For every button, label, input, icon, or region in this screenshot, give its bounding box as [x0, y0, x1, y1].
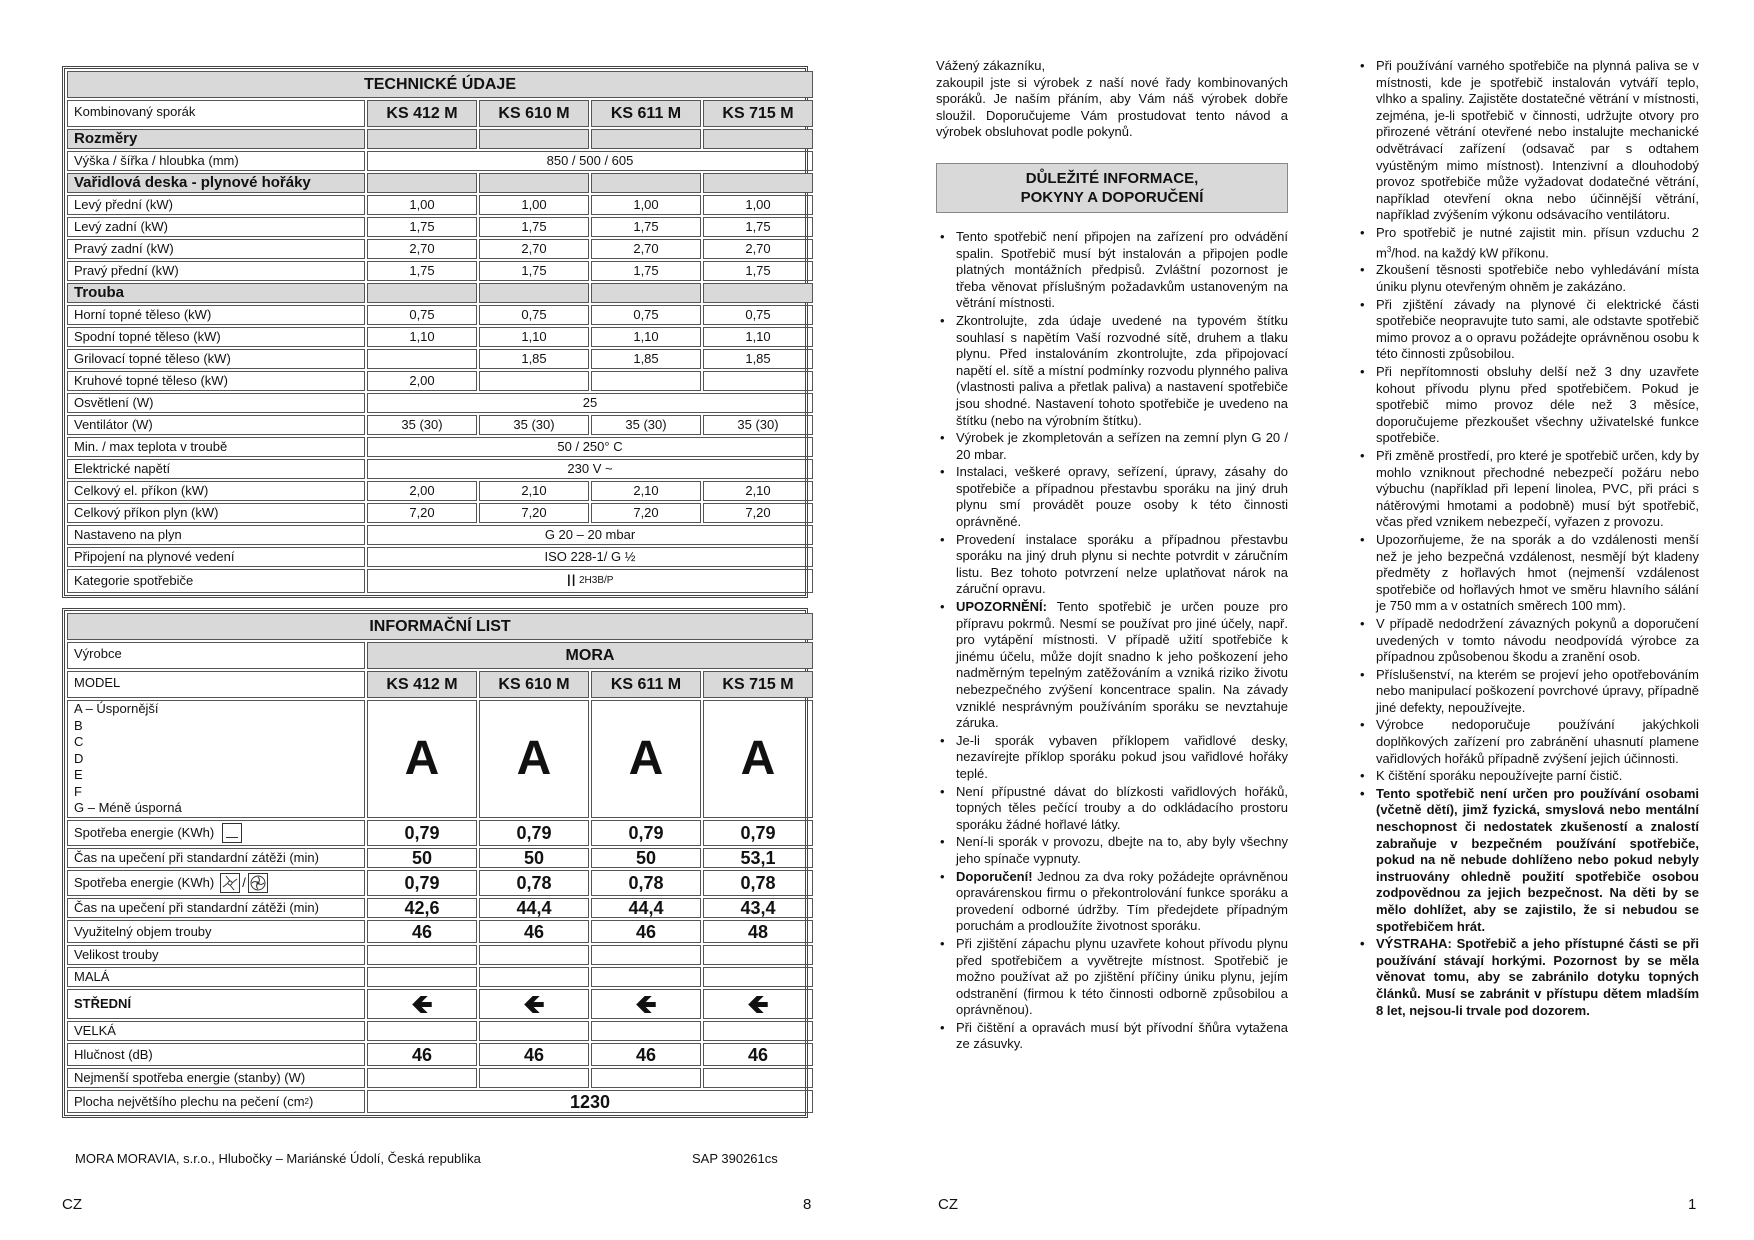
energy1-label — [67, 820, 365, 846]
tray-label — [67, 1090, 365, 1113]
air-supply-sup: 3 — [1386, 244, 1392, 254]
elpower-value: 2,10 — [591, 481, 701, 501]
temp-label: Min. / max teplota v troubě — [67, 437, 365, 457]
gasset-value: G 20 – 20 mbar — [367, 525, 813, 545]
fan-value: 35 (30) — [367, 415, 477, 435]
class-item: B — [74, 717, 83, 733]
model-header: KS 611 M — [591, 671, 701, 698]
energy2-label — [67, 870, 365, 896]
medium-label: STŘEDNÍ — [67, 989, 365, 1019]
small-blank — [479, 967, 589, 987]
energy2-separator: / — [242, 875, 246, 890]
category-label: Kategorie spotřebiče — [67, 569, 365, 593]
oven-value: 1,10 — [479, 327, 589, 347]
list-item: • Instalaci, veškeré opravy, seřízení, úpravy, zásahy do spotřebiče a případnou přestavbu sporáku na jiný druh plynu smí provádět pouze osoby k této činnosti oprávněné. — [936, 464, 1288, 530]
section-blank — [367, 129, 477, 149]
list-item: • Při změně prostředí, pro které je spotřebič určen, kdy by mohlo vzniknout přechodné nebezpečí požáru nebo výbuchu (například při lepení linolea, PVC, při práci s nátěrovými hmotami a podobně) musí být spotřebič, včas před vznikem nebezpečí, vyřazen z provozu. — [1356, 448, 1699, 531]
elpower-value: 2,00 — [367, 481, 477, 501]
standby-blank — [703, 1068, 813, 1088]
model-header: KS 715 M — [703, 671, 813, 698]
energy1-text: Spotřeba energie (KWh) — [74, 825, 215, 840]
heading-line-2: POKYNY A DOPORUČENÍ — [1020, 188, 1204, 206]
time2-value: 44,4 — [479, 898, 589, 918]
light-label: Osvětlení (W) — [67, 393, 365, 413]
time1-value: 50 — [367, 848, 477, 868]
page-language-right: CZ — [938, 1196, 958, 1213]
energy-class-scale — [67, 700, 365, 818]
oven-value: 1,85 — [591, 349, 701, 369]
model-header: KS 412 M — [367, 671, 477, 698]
hob-value: 1,00 — [479, 195, 589, 215]
energy2-text: Spotřeba energie (KWh) — [74, 875, 215, 890]
medium-mark-arrow-icon: 🡸 — [479, 989, 589, 1019]
dims-label: Výška / šířka / hloubka (mm) — [67, 151, 365, 171]
small-blank — [367, 967, 477, 987]
energy1-value: 0,79 — [479, 820, 589, 846]
company-footer: MORA MORAVIA, s.r.o., Hlubočky – Mariánské Údolí, Česká republika — [75, 1151, 481, 1166]
gasconn-value: ISO 228-1/ G ½ — [367, 547, 813, 567]
warning-lead: UPOZORNĚNÍ: — [956, 599, 1047, 615]
energy2-value: 0,78 — [479, 870, 589, 896]
list-item: • Upozorňujeme, že na sporák a do vzdálenosti menší než je jeho bezpečná vzdálenost, nesmějí být kladeny předměty z hořlavých hmot (nejmenší vzdálenost spotřebiče od hořlavých hmot ve směru hlavního sálání je 750 mm a v ostatních směrech 100 mm). — [1356, 532, 1699, 615]
fan-value: 35 (30) — [703, 415, 813, 435]
hob-value: 1,75 — [591, 261, 701, 281]
list-item: • Při nepřítomnosti obsluhy delší než 3 dny uzavřete kohout přívodu plynu před spotřebičem. Pokud je spotřebič mimo provoz déle než 3 měsíce, doporučujeme přezkoušet všechny uživatelské funkce spotřebiče. — [1356, 364, 1699, 447]
list-item: • Provedení instalace sporáku a případnou přestavbu sporáku na jiný druh plynu si nechte potvrdit v záručním listu. Bez tohoto potvrzení nelze uplatňovat nárok na záruční opravu. — [936, 532, 1288, 598]
list-item — [1356, 225, 1699, 262]
oven-value: 0,75 — [367, 305, 477, 325]
class-item: G – Méně úsporná — [74, 800, 182, 816]
voltage-label: Elektrické napětí — [67, 459, 365, 479]
list-item: • Není přípustné dávat do blízkosti vařidlových hořáků, topných těles pečící trouby a do odkládacího prostoru sporáku žádné hořlavé látky. — [936, 784, 1288, 834]
section-hob: Vařidlová deska - plynové hořáky — [67, 173, 365, 193]
category-sub: 2H3B/P — [578, 575, 614, 586]
section-blank — [591, 283, 701, 303]
list-item: • Tento spotřebič není určen pro používání osobami (včetně dětí), jimž fyzická, smyslová nebo mentální neschopnost či nedostatek zkušeností a znalostí zabraňuje v bezpečném používání spotřebiče, pokud na ně nebude dohlíženo nebo pokud nebyly instruovány ohledně použití spotřebiče osobou zodpovědnou za jejich bezpečnost. Na děti by se mělo dohlížet, aby se zajistilo, že si nebudou se spotřebičem hrát. — [1356, 786, 1699, 935]
section-blank — [591, 173, 701, 193]
tray-text: Plocha největšího plechu na pečení (cm — [74, 1093, 305, 1109]
time2-label: Čas na upečení při standardní zátěži (min) — [67, 898, 365, 918]
model-label: MODEL — [67, 671, 365, 698]
hob-value: 1,75 — [479, 261, 589, 281]
section-blank — [703, 129, 813, 149]
gaspower-label: Celkový příkon plyn (kW) — [67, 503, 365, 523]
volume-value: 46 — [367, 920, 477, 943]
time1-value: 50 — [591, 848, 701, 868]
energy2-value: 0,78 — [703, 870, 813, 896]
list-item: • Při zjištění závady na plynové či elektrické části spotřebiče neopravujte tuto sami, ale odstavte spotřebič mimo provoz a o opravu požádejte oprávněnou osobu k této činnosti způsobilou. — [1356, 297, 1699, 363]
intro-greeting: Vážený zákazníku, — [936, 58, 1046, 73]
warning-text: Tento spotřebič je určen pouze pro přípravu pokrmů. Nesmí se používat pro jiné účely, např. pro vytápění místnosti. V případě užití spotřebiče k jinému účelu, může dojít snadno k jeho poškození jeho nadměrným tepelným zatěžováním a vzniká riziko životu nebezpečného zvýšení koncentrace spalin. Na závady vzniklé nesprávným používáním sporáku se nevztahuje záruka. — [956, 599, 1288, 731]
list-item: • K čištění sporáku nepoužívejte parní čistič. — [1356, 768, 1699, 785]
oven-value: 1,10 — [703, 327, 813, 347]
medium-mark-arrow-icon: 🡸 — [703, 989, 813, 1019]
large-blank — [703, 1021, 813, 1041]
light-value: 25 — [367, 393, 813, 413]
hob-value: 1,75 — [367, 217, 477, 237]
list-item: • Tento spotřebič není připojen na zařízení pro odvádění spalin. Spotřebič musí být instalován a připojen podle platných montážních předpisů. Zvláštní pozornost je třeba věnovat příslušným požadavkům ustanoveným na větrání místnosti. — [936, 229, 1288, 312]
time2-value: 42,6 — [367, 898, 477, 918]
list-item: • Výrobek je zkompletován a seřízen na zemní plyn G 20 / 20 mbar. — [936, 430, 1288, 463]
bullet-list-right — [1356, 58, 1699, 1019]
hob-value: 1,00 — [591, 195, 701, 215]
class-item: C — [74, 734, 84, 750]
voltage-value: 230 V ~ — [367, 459, 813, 479]
elpower-label: Celkový el. příkon (kW) — [67, 481, 365, 501]
time2-value: 43,4 — [703, 898, 813, 918]
info-sheet-title: INFORMAČNÍ LIST — [67, 613, 813, 640]
class-item: D — [74, 750, 84, 766]
class-item: F — [74, 783, 82, 799]
gaspower-value: 7,20 — [703, 503, 813, 523]
energy1-value: 0,79 — [367, 820, 477, 846]
bullet-list-middle — [936, 229, 1288, 1053]
noise-value: 46 — [367, 1043, 477, 1066]
section-blank — [479, 129, 589, 149]
model-header: KS 715 M — [703, 100, 813, 127]
hob-value: 1,75 — [703, 261, 813, 281]
oven-value: 0,75 — [479, 305, 589, 325]
oven-value — [367, 349, 477, 369]
volume-value: 48 — [703, 920, 813, 943]
standby-blank — [479, 1068, 589, 1088]
size-label: Velikost trouby — [67, 945, 365, 965]
small-blank — [591, 967, 701, 987]
noise-value: 46 — [703, 1043, 813, 1066]
large-blank — [367, 1021, 477, 1041]
volume-value: 46 — [591, 920, 701, 943]
list-item: • V případě nedodržení závazných pokynů a doporučení uvedených v tomto návodu neodpovídá výrobce za případnou způsobenou škodu a zranění osob. — [1356, 616, 1699, 666]
oven-value — [703, 371, 813, 391]
air-supply-text: Pro spotřebič je nutné zajistit min. přísun vzduchu 2 m — [1376, 224, 1699, 260]
maker-value: MORA — [367, 642, 813, 669]
hob-row-label: Levý zadní (kW) — [67, 217, 365, 237]
standby-blank — [591, 1068, 701, 1088]
oven-value — [479, 371, 589, 391]
information-sheet-table — [62, 608, 808, 1118]
section-blank — [703, 173, 813, 193]
oven-value: 0,75 — [591, 305, 701, 325]
standby-label: Nejmenší spotřeba energie (stanby) (W) — [67, 1068, 365, 1088]
size-blank — [703, 945, 813, 965]
section-blank — [479, 283, 589, 303]
volume-value: 46 — [479, 920, 589, 943]
page-number-right: 1 — [1688, 1196, 1697, 1213]
hob-row-label: Pravý přední (kW) — [67, 261, 365, 281]
section-blank — [367, 173, 477, 193]
model-header: KS 610 M — [479, 671, 589, 698]
hob-value: 1,75 — [591, 217, 701, 237]
list-item — [936, 599, 1288, 732]
size-blank — [367, 945, 477, 965]
gasconn-label: Připojení na plynové vedení — [67, 547, 365, 567]
energy1-value: 0,79 — [703, 820, 813, 846]
large-blank — [591, 1021, 701, 1041]
medium-mark-arrow-icon: 🡸 — [367, 989, 477, 1019]
tray-value: 1230 — [367, 1090, 813, 1113]
section-blank — [703, 283, 813, 303]
recommendation-text: Jednou za dva roky požádejte oprávněnou opravárenskou firmu o překontrolování funkce sporáku a provedení odborné údržby. Tím předejdete případným poruchám a prodloužíte životnost sporáku. — [956, 868, 1288, 934]
tray-sup: 2 — [304, 1096, 309, 1106]
size-blank — [479, 945, 589, 965]
model-header: KS 610 M — [479, 100, 589, 127]
hob-row-label: Pravý zadní (kW) — [67, 239, 365, 259]
right-page-middle-column — [936, 58, 1288, 1054]
hot-air-icon — [248, 873, 268, 893]
list-item: • Výrobce nedoporučuje používání jakýchkoli doplňkových zařízení pro zabránění uhasnutí plamene vařidlových hořáků případně zvýšení jejich účinnosti. — [1356, 717, 1699, 767]
gaspower-value: 7,20 — [479, 503, 589, 523]
elpower-value: 2,10 — [479, 481, 589, 501]
hob-value: 1,75 — [479, 217, 589, 237]
maker-label: Výrobce — [67, 642, 365, 669]
section-blank — [591, 129, 701, 149]
section-oven: Trouba — [67, 283, 365, 303]
list-item: • Není-li sporák v provozu, dbejte na to, aby byly všechny jeho spínače vypnuty. — [936, 834, 1288, 867]
time1-value: 50 — [479, 848, 589, 868]
sap-code: SAP 390261cs — [692, 1151, 778, 1166]
energy-class-value: A — [367, 700, 477, 818]
air-supply-text-2: /hod. na každý kW příkonu. — [1391, 244, 1549, 260]
section-blank — [367, 283, 477, 303]
section-dimensions: Rozměry — [67, 129, 365, 149]
hob-value: 1,00 — [703, 195, 813, 215]
energy2-value: 0,79 — [367, 870, 477, 896]
time2-value: 44,4 — [591, 898, 701, 918]
time1-value: 53,1 — [703, 848, 813, 868]
list-item: • Zkontrolujte, zda údaje uvedené na typovém štítku souhlasí s napětím Vaší rozvodné sítě, druhem a tlaku plynu. Před instalováním zkontrolujte, zda připojovací napětí el. sítě a místní podmínky rozvodu plynného paliva (vlastnosti paliva a přetlak paliva) a nastavení spotřebiče jsou shodné. Nastavení tohoto spotřebiče je uvedeno na štítku (nebo na výrobním štítku). — [936, 313, 1288, 429]
list-item: • Zkoušení těsnosti spotřebiče nebo vyhledávání místa úniku plynu otevřeným ohněm je zakázáno. — [1356, 262, 1699, 295]
class-item: E — [74, 767, 83, 783]
time1-label: Čas na upečení při standardní zátěži (min) — [67, 848, 365, 868]
hob-value: 1,00 — [367, 195, 477, 215]
energy-class-value: A — [479, 700, 589, 818]
hob-value: 2,70 — [479, 239, 589, 259]
tray-close: ) — [308, 1093, 314, 1109]
recommendation-lead: Doporučení! — [956, 868, 1033, 884]
hob-value: 1,75 — [367, 261, 477, 281]
energy1-value: 0,79 — [591, 820, 701, 846]
list-item: • Při čištění a opravách musí být přívodní šňůra vytažena ze zásuvky. — [936, 1020, 1288, 1053]
list-item: • Při zjištění zápachu plynu uzavřete kohout přívodu plynu před spotřebičem a vyvětrejte místnost. Spotřebič je možno používat až po zjištění příčiny úniku plynu, jejím odstranění (firmou k této činnosti odborně způsobilou a oprávněnou). — [936, 936, 1288, 1019]
fan-heating-icon — [220, 873, 240, 893]
small-blank — [703, 967, 813, 987]
temp-value: 50 / 250° C — [367, 437, 813, 457]
noise-value: 46 — [591, 1043, 701, 1066]
medium-mark-arrow-icon: 🡸 — [591, 989, 701, 1019]
small-label: MALÁ — [67, 967, 365, 987]
page-language-left: CZ — [62, 1196, 82, 1213]
oven-value: 1,10 — [591, 327, 701, 347]
hob-value: 1,75 — [703, 217, 813, 237]
technical-data-title: TECHNICKÉ ÚDAJE — [67, 71, 813, 98]
standby-blank — [367, 1068, 477, 1088]
oven-value: 2,00 — [367, 371, 477, 391]
noise-label: Hlučnost (dB) — [67, 1043, 365, 1066]
noise-value: 46 — [479, 1043, 589, 1066]
elpower-value: 2,10 — [703, 481, 813, 501]
technical-data-table — [62, 66, 808, 598]
category-main: II — [566, 571, 576, 590]
fan-value: 35 (30) — [591, 415, 701, 435]
oven-row-label: Kruhové topné těleso (kW) — [67, 371, 365, 391]
oven-value: 1,10 — [367, 327, 477, 347]
left-page — [62, 66, 808, 1118]
hob-row-label: Levý přední (kW) — [67, 195, 365, 215]
hob-value: 2,70 — [591, 239, 701, 259]
section-blank — [479, 173, 589, 193]
right-page-right-column — [1356, 58, 1699, 1020]
important-info-heading — [936, 163, 1288, 213]
heading-line-1: DŮLEŽITÉ INFORMACE, — [1025, 169, 1199, 187]
model-header: KS 412 M — [367, 100, 477, 127]
gaspower-value: 7,20 — [367, 503, 477, 523]
gasset-label: Nastaveno na plyn — [67, 525, 365, 545]
oven-row-label: Horní topné těleso (kW) — [67, 305, 365, 325]
energy-class-value: A — [703, 700, 813, 818]
oven-row-label: Grilovací topné těleso (kW) — [67, 349, 365, 369]
intro-text: zakoupil jste si výrobek z naší nové řady kombinovaných sporáků. Je naším přáním, aby Vám náš výrobek dobře sloužil. Doporučujeme Vám prostudovat tento návod a výrobek obsluhovat podle pokynů. — [936, 74, 1288, 140]
list-item: • VÝSTRAHA: Spotřebič a jeho přístupné části se při používání stávají horkými. Pozornost by se měla věnovat tomu, aby se zabránilo dotyku topných článků. Musí se zabránit v přístupu dětem mladším 8 let, nejsou-li trvale pod dozorem. — [1356, 936, 1699, 1019]
category-value — [367, 569, 813, 593]
energy-class-value: A — [591, 700, 701, 818]
oven-value — [591, 371, 701, 391]
hob-value: 2,70 — [703, 239, 813, 259]
large-blank — [479, 1021, 589, 1041]
oven-value: 0,75 — [703, 305, 813, 325]
oven-value: 1,85 — [703, 349, 813, 369]
large-label: VELKÁ — [67, 1021, 365, 1041]
gaspower-value: 7,20 — [591, 503, 701, 523]
fan-value: 35 (30) — [479, 415, 589, 435]
hob-value: 2,70 — [367, 239, 477, 259]
list-item: • Při používání varného spotřebiče na plynná paliva se v místnosti, kde je spotřebič instalován vytváří teplo, vlhko a spaliny. Zajistěte dostatečné větrání v místnosti, zejména, je-li spotřebič v činnosti, udržujte otvory pro přirozené větrání otevřené nebo instalujte mechanické odvětrávací zařízení (odsavač par s odtahem vyústěným mimo místnost). Intenzivní a dlouhodobý provoz spotřebiče může vyžadovat dodatečné větrání, například otevření okna nebo účinnější větrání, například zvýšením výkonu odsávacího ventilátoru. — [1356, 58, 1699, 224]
combo-label: Kombinovaný sporák — [67, 100, 365, 127]
fan-label: Ventilátor (W) — [67, 415, 365, 435]
list-item: • Je-li sporák vybaven příklopem vařidlové desky, nezavírejte příklop sporáku pokud jsou vařidlové hořáky teplé. — [936, 733, 1288, 783]
oven-value: 1,85 — [479, 349, 589, 369]
page-number-left: 8 — [803, 1196, 812, 1213]
oven-row-label: Spodní topné těleso (kW) — [67, 327, 365, 347]
energy2-value: 0,78 — [591, 870, 701, 896]
size-blank — [591, 945, 701, 965]
list-item — [936, 869, 1288, 935]
conventional-heating-icon — [222, 823, 242, 843]
volume-label: Využitelný objem trouby — [67, 920, 365, 943]
model-header: KS 611 M — [591, 100, 701, 127]
class-item: A – Úspornější — [74, 701, 159, 717]
dims-value: 850 / 500 / 605 — [367, 151, 813, 171]
list-item: • Příslušenství, na kterém se projeví jeho opotřebováním nebo manipulací poškození povrchové úpravy, případně jiné defekty, nepoužívejte. — [1356, 667, 1699, 717]
